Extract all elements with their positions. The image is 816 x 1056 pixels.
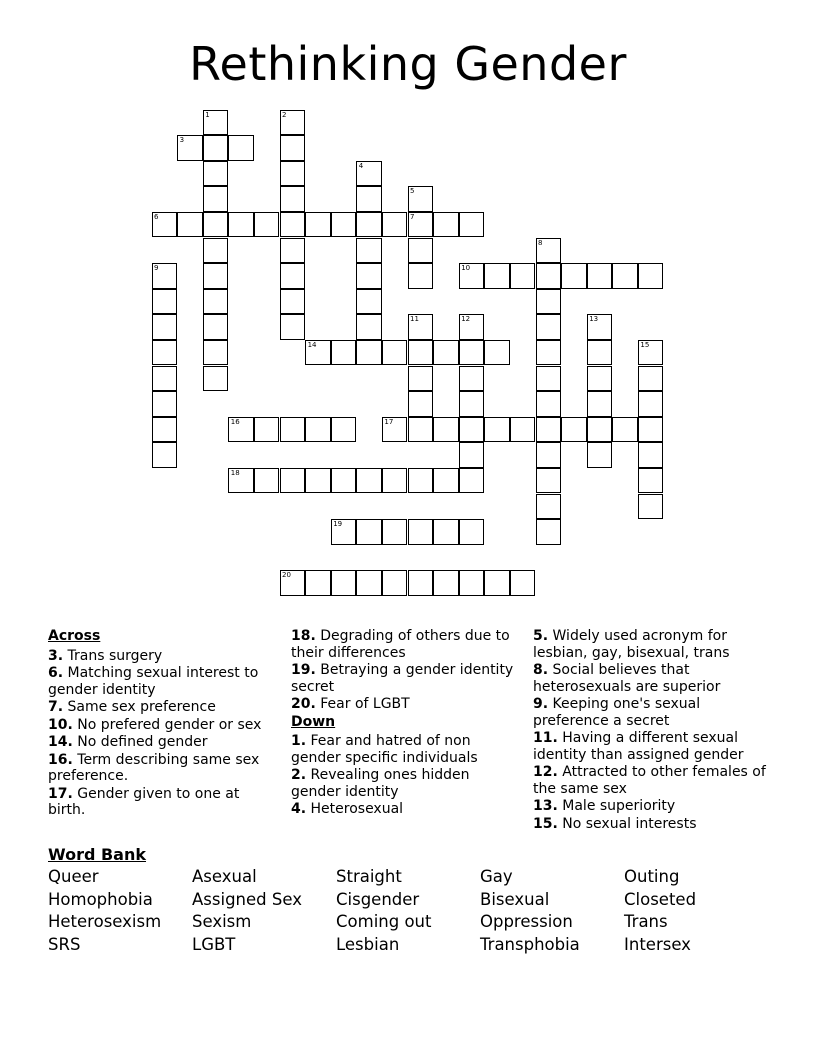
crossword-cell[interactable]: [612, 263, 638, 289]
crossword-cell[interactable]: [331, 468, 357, 494]
clue-number-label: 19: [333, 520, 343, 529]
clue-down-8: [533, 662, 773, 695]
word-bank-item: Heterosexism: [48, 912, 162, 931]
clue-number: 14.: [48, 734, 73, 750]
clue-across-7: [48, 699, 278, 716]
crossword-cell[interactable]: [254, 212, 280, 238]
crossword-cell[interactable]: [382, 417, 408, 443]
crossword-cell[interactable]: [331, 212, 357, 238]
clue-text: Term describing same sex preference.: [48, 751, 260, 784]
clue-number: 9.: [533, 696, 549, 712]
clue-across-14: [48, 734, 278, 751]
crossword-cell[interactable]: [408, 391, 434, 417]
clue-text: Having a different sexual identity than assigned gender: [533, 730, 744, 763]
crossword-cell[interactable]: [203, 238, 229, 264]
clue-number-label: 12: [461, 315, 471, 324]
crossword-cell[interactable]: [152, 340, 178, 366]
crossword-cell[interactable]: [638, 263, 664, 289]
clue-across-6: [48, 665, 278, 698]
crossword-cell[interactable]: [536, 263, 562, 289]
clue-number: 8.: [533, 662, 549, 678]
crossword-cell[interactable]: [203, 263, 229, 289]
clue-across-20: [291, 696, 523, 713]
crossword-cell[interactable]: [356, 161, 382, 187]
crossword-cell[interactable]: [408, 340, 434, 366]
crossword-cell[interactable]: [459, 212, 485, 238]
crossword-cell[interactable]: [356, 212, 382, 238]
clue-text: Social believes that heterosexuals are superior: [533, 662, 721, 695]
clue-text: Same sex preference: [67, 699, 216, 715]
crossword-cell[interactable]: [484, 340, 510, 366]
word-bank-item: Gay: [480, 867, 513, 886]
crossword-cell[interactable]: [408, 314, 434, 340]
page-title: Rethinking Gender: [189, 37, 627, 91]
crossword-cell[interactable]: [280, 135, 306, 161]
crossword-cell[interactable]: [177, 135, 203, 161]
crossword-cell[interactable]: [536, 238, 562, 264]
word-bank-item: Oppression: [480, 912, 573, 931]
clue-text: Attracted to other females of the same sex: [533, 764, 766, 797]
clue-text: Heterosexual: [310, 801, 404, 817]
crossword-cell[interactable]: [356, 570, 382, 596]
crossword-cell[interactable]: [408, 519, 434, 545]
crossword-cell[interactable]: [305, 340, 331, 366]
clue-number-label: 8: [538, 238, 543, 247]
crossword-cell[interactable]: [536, 289, 562, 315]
clue-text: Gender given to one at birth.: [48, 785, 240, 818]
word-bank-item: Homophobia: [48, 889, 153, 909]
crossword-cell[interactable]: [280, 417, 306, 443]
crossword-cell[interactable]: [382, 468, 408, 494]
crossword-cell[interactable]: [587, 340, 613, 366]
clue-number: 15.: [533, 815, 558, 832]
crossword-cell[interactable]: [408, 186, 434, 212]
crossword-cell[interactable]: [152, 212, 178, 238]
clue-column-3: [533, 628, 773, 833]
crossword-cell[interactable]: [152, 263, 178, 289]
clue-number: 6.: [48, 665, 64, 681]
crossword-cell[interactable]: [459, 442, 485, 468]
crossword-cell[interactable]: [510, 417, 536, 443]
clue-number: 5.: [533, 628, 549, 644]
crossword-cell[interactable]: [152, 366, 178, 392]
clue-down-15: [533, 816, 773, 833]
clue-text: Fear and hatred of non gender specific individuals: [291, 733, 478, 766]
word-bank-item: Outing: [624, 867, 680, 886]
clue-number: 16.: [48, 751, 73, 768]
clue-across-3: [48, 648, 278, 665]
clue-number-label: 16: [230, 417, 240, 426]
crossword-cell[interactable]: [254, 468, 280, 494]
crossword-cell[interactable]: [203, 289, 229, 315]
clue-column-1: [48, 628, 278, 820]
crossword-cell[interactable]: [459, 314, 485, 340]
crossword-cell[interactable]: [612, 417, 638, 443]
crossword-cell[interactable]: [536, 366, 562, 392]
word-bank-item: Assigned Sex: [192, 889, 302, 909]
clue-column-2: [291, 628, 523, 819]
crossword-cell[interactable]: [536, 442, 562, 468]
clue-number-label: 10: [461, 264, 471, 273]
crossword-cell[interactable]: [203, 161, 229, 187]
clue-number-label: 14: [307, 340, 317, 349]
crossword-cell[interactable]: [408, 366, 434, 392]
crossword-cell[interactable]: [228, 135, 254, 161]
clue-number-label: 2: [282, 110, 287, 119]
clue-across-16: [48, 752, 278, 785]
crossword-cell[interactable]: [510, 570, 536, 596]
word-bank-item: Lesbian: [336, 934, 400, 954]
clue-across-18: [291, 628, 523, 661]
clue-across-10: [48, 717, 278, 734]
crossword-cell[interactable]: [408, 263, 434, 289]
clue-across-17: [48, 786, 278, 819]
clue-number: 7.: [48, 699, 64, 715]
clue-down-4: [291, 801, 523, 818]
crossword-cell[interactable]: [433, 468, 459, 494]
crossword-cell[interactable]: [433, 212, 459, 238]
clue-number: 2.: [291, 767, 307, 783]
clue-number: 18.: [291, 628, 316, 644]
crossword-cell[interactable]: [203, 212, 229, 238]
clue-down-12: [533, 764, 773, 797]
clue-text: Revealing ones hidden gender identity: [291, 767, 470, 800]
clue-text: Matching sexual interest to gender identity: [48, 665, 259, 698]
crossword-cell[interactable]: [408, 238, 434, 264]
crossword-cell[interactable]: [356, 519, 382, 545]
clue-across-19: [291, 662, 523, 695]
crossword-cell[interactable]: [408, 570, 434, 596]
crossword-cell[interactable]: [587, 314, 613, 340]
clue-number: 19.: [291, 662, 316, 678]
crossword-cell[interactable]: [536, 314, 562, 340]
clue-text: No sexual interests: [562, 815, 697, 832]
crossword-cell[interactable]: [459, 366, 485, 392]
crossword-cell[interactable]: [638, 468, 664, 494]
crossword-cell[interactable]: [356, 468, 382, 494]
crossword-cell[interactable]: [280, 161, 306, 187]
clue-number: 11.: [533, 730, 558, 746]
clue-number-label: 6: [154, 212, 159, 221]
crossword-cell[interactable]: [459, 468, 485, 494]
crossword-cell[interactable]: [433, 570, 459, 596]
crossword-cell[interactable]: [280, 238, 306, 264]
crossword-cell[interactable]: [638, 494, 664, 520]
crossword-cell[interactable]: [254, 417, 280, 443]
word-bank-item: Queer: [48, 867, 99, 886]
clue-down-13: [533, 798, 773, 815]
crossword-cell[interactable]: [587, 263, 613, 289]
crossword-cell[interactable]: [484, 263, 510, 289]
crossword-cell[interactable]: [459, 340, 485, 366]
word-bank-item: Straight: [336, 867, 402, 886]
word-bank-item: LGBT: [192, 934, 236, 954]
clue-number-label: 9: [154, 264, 159, 273]
clue-text: Betraying a gender identity secret: [291, 662, 514, 695]
word-bank-item: Sexism: [192, 912, 252, 931]
crossword-cell[interactable]: [280, 468, 306, 494]
crossword-cell[interactable]: [638, 391, 664, 417]
crossword-cell[interactable]: [536, 494, 562, 520]
clue-down-1: [291, 733, 523, 766]
crossword-cell[interactable]: [587, 366, 613, 392]
word-bank: [48, 866, 768, 955]
clue-number-label: 3: [179, 136, 185, 145]
crossword-cell[interactable]: [382, 340, 408, 366]
clue-number-label: 4: [358, 161, 364, 170]
crossword-cell[interactable]: [587, 442, 613, 468]
crossword-cell[interactable]: [561, 263, 587, 289]
clue-number: 1.: [291, 733, 307, 749]
word-bank-item: Asexual: [192, 867, 257, 886]
crossword-cell[interactable]: [356, 263, 382, 289]
crossword-cell[interactable]: [536, 391, 562, 417]
crossword-cell[interactable]: [152, 391, 178, 417]
crossword-cell[interactable]: [561, 417, 587, 443]
crossword-cell[interactable]: [228, 417, 254, 443]
clue-number-label: 1: [205, 110, 210, 119]
crossword-cell[interactable]: [152, 289, 178, 315]
crossword-cell[interactable]: [305, 417, 331, 443]
clue-number: 3.: [48, 647, 64, 664]
word-bank-item: Coming out: [336, 912, 432, 931]
crossword-cell[interactable]: [203, 340, 229, 366]
crossword-cell[interactable]: [203, 110, 229, 136]
crossword-cell[interactable]: [433, 519, 459, 545]
word-bank-item: Trans: [624, 912, 668, 931]
crossword-cell[interactable]: [203, 186, 229, 212]
clue-number: 20.: [291, 696, 316, 712]
word-bank-item: SRS: [48, 934, 81, 954]
word-bank-item: Bisexual: [480, 889, 550, 909]
crossword-cell[interactable]: [203, 135, 229, 161]
crossword-cell[interactable]: [356, 340, 382, 366]
clue-down-5: [533, 628, 773, 661]
clue-number: 17.: [48, 785, 73, 802]
clue-text: Widely used acronym for lesbian, gay, bisexual, trans: [533, 628, 730, 661]
clue-text: Fear of LGBT: [320, 696, 410, 712]
clue-text: Male superiority: [562, 798, 676, 814]
clue-number: 4.: [291, 801, 307, 817]
crossword-cell[interactable]: [536, 519, 562, 545]
crossword-cell[interactable]: [203, 314, 229, 340]
clue-text: No prefered gender or sex: [77, 716, 262, 733]
clue-number-label: 11: [410, 315, 419, 324]
clue-text: Keeping one's sexual preference a secret: [533, 696, 701, 729]
crossword-cell[interactable]: [536, 340, 562, 366]
crossword-cell[interactable]: [638, 340, 664, 366]
crossword-cell[interactable]: [382, 519, 408, 545]
crossword-cell[interactable]: [356, 314, 382, 340]
clue-down-9: [533, 696, 773, 729]
crossword-cell[interactable]: [305, 570, 331, 596]
crossword-cell[interactable]: [382, 212, 408, 238]
word-bank-item: Transphobia: [480, 934, 580, 954]
crossword-cell[interactable]: [459, 263, 485, 289]
clue-text: Trans surgery: [67, 647, 163, 664]
crossword-cell[interactable]: [408, 417, 434, 443]
clue-number-label: 5: [410, 187, 415, 196]
clue-number-label: 17: [384, 417, 394, 426]
across-heading: Across: [48, 628, 101, 644]
crossword-cell[interactable]: [305, 468, 331, 494]
crossword-cell[interactable]: [152, 417, 178, 443]
crossword-cell[interactable]: [356, 186, 382, 212]
crossword-cell[interactable]: [280, 263, 306, 289]
crossword-cell[interactable]: [638, 417, 664, 443]
crossword-cell[interactable]: [484, 570, 510, 596]
clue-number-label: 20: [282, 571, 291, 580]
crossword-cell[interactable]: [331, 340, 357, 366]
crossword-cell[interactable]: [638, 366, 664, 392]
clue-down-2: [291, 767, 523, 800]
down-heading: Down: [291, 713, 336, 730]
crossword-cell[interactable]: [280, 314, 306, 340]
crossword-cell[interactable]: [331, 417, 357, 443]
clue-number: 13.: [533, 798, 558, 814]
crossword-cell[interactable]: [331, 519, 357, 545]
word-bank-title: Word Bank: [48, 845, 147, 864]
crossword-cell[interactable]: [280, 570, 306, 596]
crossword-cell[interactable]: [408, 212, 434, 238]
crossword-cell[interactable]: [587, 417, 613, 443]
word-bank-item: Intersex: [624, 934, 691, 954]
crossword-cell[interactable]: [459, 519, 485, 545]
clue-number-label: 18: [230, 468, 240, 477]
crossword-cell[interactable]: [459, 570, 485, 596]
clue-number: 10.: [48, 716, 73, 733]
crossword-cell[interactable]: [280, 212, 306, 238]
crossword-cell[interactable]: [228, 212, 254, 238]
crossword-cell[interactable]: [203, 366, 229, 392]
crossword-cell[interactable]: [356, 289, 382, 315]
crossword-cell[interactable]: [382, 570, 408, 596]
crossword-cell[interactable]: [510, 263, 536, 289]
crossword-cell[interactable]: [177, 212, 203, 238]
clue-down-11: [533, 730, 773, 763]
crossword-cell[interactable]: [433, 417, 459, 443]
crossword-cell[interactable]: [433, 340, 459, 366]
crossword-cell[interactable]: [484, 417, 510, 443]
crossword-cell[interactable]: [459, 417, 485, 443]
crossword-cell[interactable]: [331, 570, 357, 596]
crossword-cell[interactable]: [587, 391, 613, 417]
crossword-cell[interactable]: [280, 186, 306, 212]
clue-number: 12.: [533, 764, 558, 780]
crossword-cell[interactable]: [459, 391, 485, 417]
crossword-cell[interactable]: [280, 289, 306, 315]
crossword-cell[interactable]: [638, 442, 664, 468]
clue-number-label: 15: [640, 340, 650, 349]
crossword-cell[interactable]: [228, 468, 254, 494]
clue-text: No defined gender: [77, 734, 208, 750]
crossword-cell[interactable]: [356, 238, 382, 264]
clue-text: Degrading of others due to their differences: [291, 628, 510, 661]
clue-number-label: 7: [410, 212, 415, 221]
crossword-cell[interactable]: [408, 468, 434, 494]
word-bank-item: Cisgender: [336, 889, 420, 909]
clue-number-label: 13: [589, 315, 599, 324]
word-bank-item: Closeted: [624, 889, 697, 909]
crossword-cell[interactable]: [305, 212, 331, 238]
crossword-cell[interactable]: [536, 468, 562, 494]
crossword-cell[interactable]: [536, 417, 562, 443]
crossword-cell[interactable]: [152, 314, 178, 340]
crossword-cell[interactable]: [152, 442, 178, 468]
crossword-cell[interactable]: [280, 110, 306, 136]
